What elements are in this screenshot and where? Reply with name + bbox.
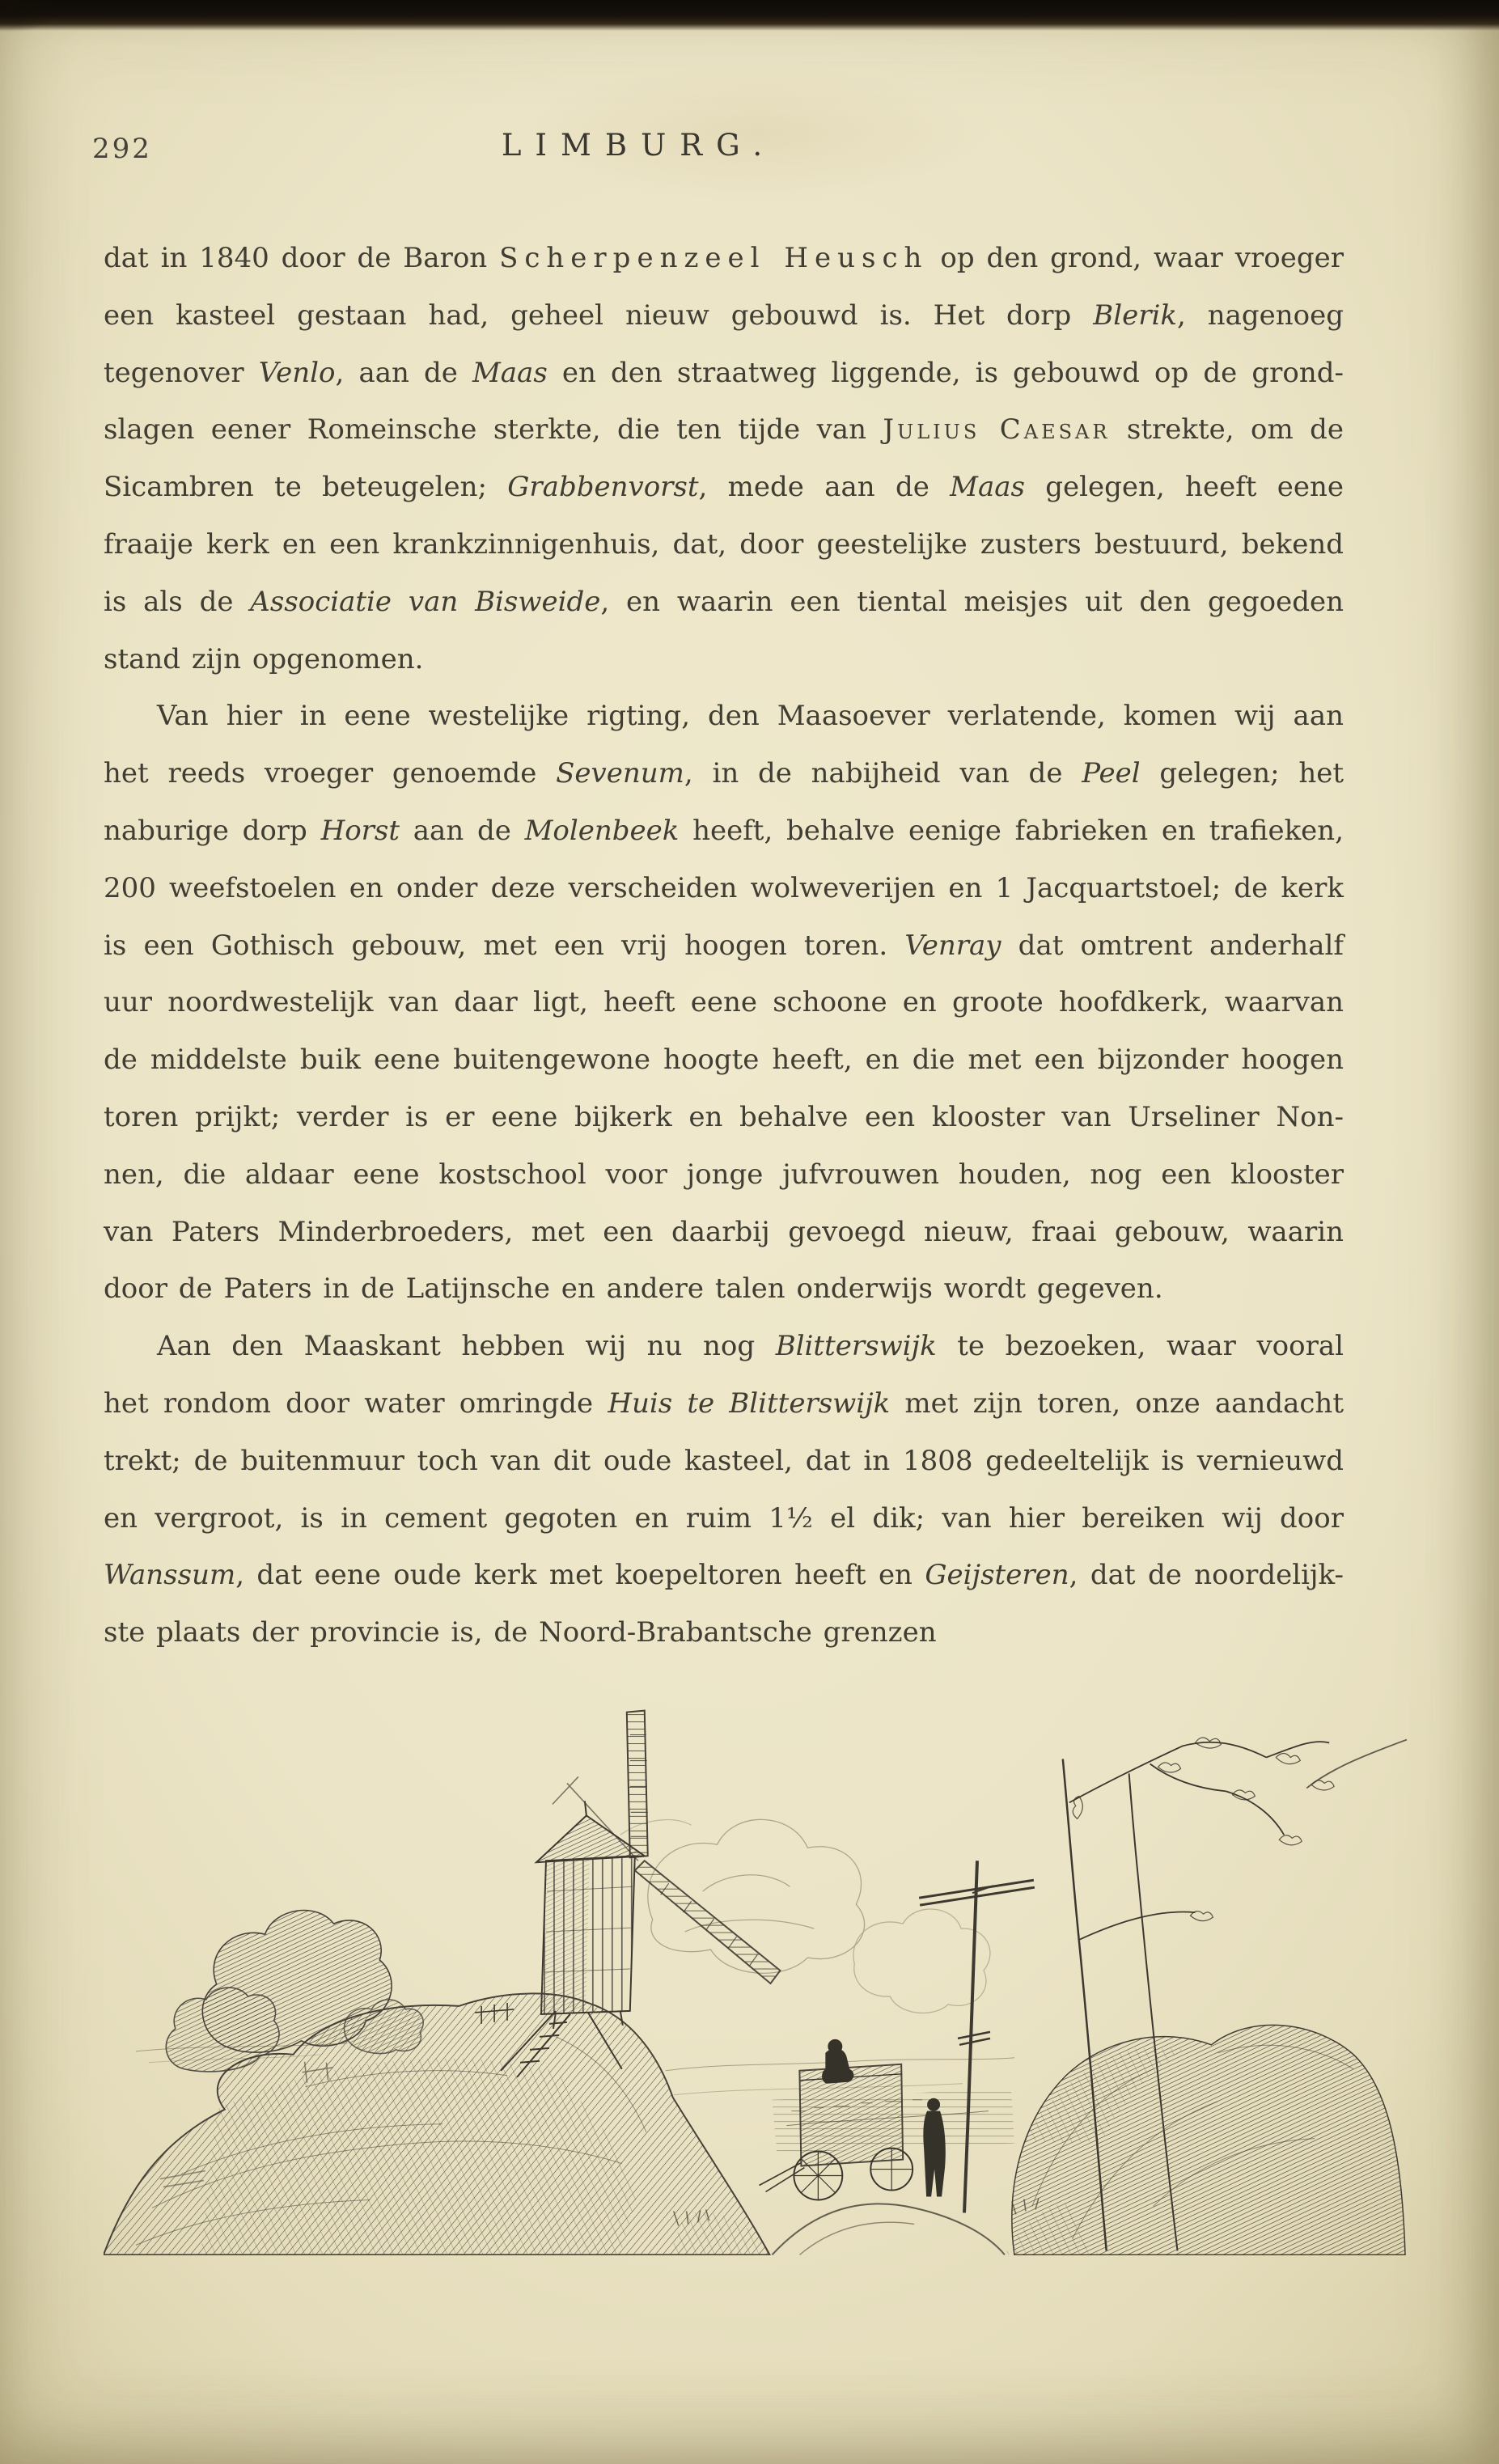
standing-figure xyxy=(923,2111,945,2197)
text-run: en den straatweg liggende, is gebouwd op de grond- xyxy=(547,356,1344,389)
text-line xyxy=(104,1375,1344,1433)
text-run: door de Paters in de Latijnsche en andere talen onderwijs wordt gegeven. xyxy=(104,1272,1163,1306)
emphasized-text: Sevenum xyxy=(556,757,684,790)
text-line xyxy=(104,1031,1344,1089)
text-run: gelegen, heeft eene xyxy=(1024,471,1344,504)
text-line xyxy=(104,1547,1344,1604)
text-line xyxy=(104,401,1344,459)
emphasized-text: Wanssum xyxy=(104,1559,236,1592)
emphasized-text: Peel xyxy=(1082,757,1141,790)
emphasized-text: Blerik xyxy=(1093,298,1177,332)
text-run: gelegen; het xyxy=(1140,757,1344,790)
text-run: Van hier in eene westelijke rigting, den Maasoever verlatende, komen wij aan xyxy=(157,700,1344,733)
text-run: is een Gothisch gebouw, met een vrij hoogen toren. xyxy=(104,929,905,962)
text-line xyxy=(104,345,1344,402)
text-run: Aan den Maaskant hebben wij nu nog xyxy=(157,1330,776,1363)
text-run: Sicambren te beteugelen; xyxy=(104,471,508,504)
text-run: nen, die aldaar eene kostschool voor jonge jufvrouwen houden, nog een klooster xyxy=(104,1158,1344,1191)
emphasized-text: Venray xyxy=(904,929,1001,962)
emphasized-text: Maas xyxy=(472,356,548,389)
text-run: toren prijkt; verder is er eene bijkerk en behalve een klooster van Urseliner Non- xyxy=(104,1100,1344,1133)
scan-edge-top xyxy=(0,0,1499,31)
text-run: is als de xyxy=(104,585,251,618)
text-run: 200 weefstoelen en onder deze verscheiden wolweverijen en 1 Jacquartstoel; de kerk xyxy=(104,871,1344,904)
text-run: op den grond, waar vroeger xyxy=(928,242,1344,274)
text-run: stand zijn opgenomen. xyxy=(104,642,424,675)
emphasized-text: Grabbenvorst xyxy=(507,471,699,504)
text-run: het rondom door water omringde xyxy=(104,1387,608,1420)
text-run: en vergroot, is in cement gegoten en ruim 1½ el dik; van hier bereiken wij door xyxy=(104,1501,1344,1535)
engraving-svg xyxy=(104,1689,1408,2255)
text-line xyxy=(104,1433,1344,1490)
emphasized-text: Associatie van Bisweide xyxy=(250,585,601,618)
emphasized-text: Geijsteren xyxy=(925,1559,1069,1592)
text-line xyxy=(104,1146,1344,1204)
emphasized-text: Molenbeek xyxy=(524,814,680,847)
emphasized-text: Scherpenzeel Heusch xyxy=(499,242,929,274)
text-run: dat in 1840 door de Baron xyxy=(104,242,500,274)
text-run: ste plaats der provincie is, de Noord-Brabantsche grenzen xyxy=(104,1616,937,1649)
text-line xyxy=(104,230,1344,287)
text-run: , in de nabijheid van de xyxy=(684,757,1082,790)
text-line xyxy=(104,516,1344,574)
windmill-sail-vertical xyxy=(627,1711,648,1858)
text-line xyxy=(104,1604,1344,1662)
clouds xyxy=(620,1819,990,2013)
text-run: te bezoeken, waar vooral xyxy=(936,1330,1344,1363)
running-title: LIMBURG. xyxy=(501,128,777,163)
text-run: naburige dorp xyxy=(104,814,321,847)
text-run: aan de xyxy=(400,814,525,847)
driver-figure xyxy=(822,2048,853,2083)
text-run: , aan de xyxy=(335,356,472,389)
text-line xyxy=(104,860,1344,917)
text-line xyxy=(104,745,1344,802)
text-line xyxy=(104,1089,1344,1146)
text-run: de middelste buik eene buitengewone hoogte heeft, en die met een bijzonder hoogen xyxy=(104,1044,1344,1077)
text-run: het reeds vroeger genoemde xyxy=(104,757,557,790)
text-run: , en waarin een tiental meisjes uit den gegoeden xyxy=(600,585,1344,618)
emphasized-text: Blitterswijk xyxy=(775,1330,937,1363)
text-line xyxy=(104,1204,1344,1261)
emphasized-text: Horst xyxy=(320,814,400,847)
page-header xyxy=(92,126,1344,168)
page-number: 292 xyxy=(92,133,152,165)
emphasized-text: Maas xyxy=(950,471,1025,504)
emphasized-text: Venlo xyxy=(258,356,336,389)
body-text xyxy=(104,230,1344,1662)
text-run: een kasteel gestaan had, geheel nieuw gebouwd is. Het dorp xyxy=(104,298,1094,332)
bushes xyxy=(166,1911,423,2072)
text-line xyxy=(104,917,1344,975)
text-line xyxy=(104,688,1344,745)
text-line xyxy=(104,574,1344,631)
text-run: van Paters Minderbroeders, met een daarbij gevoegd nieuw, fraai gebouw, waarin xyxy=(104,1215,1344,1248)
text-run: strekte, om de xyxy=(1110,413,1344,447)
emphasized-text: Huis te Blitterswijk xyxy=(608,1387,891,1420)
windmill-landscape-engraving xyxy=(104,1689,1408,2255)
text-run: met zijn toren, onze aandacht xyxy=(890,1387,1344,1420)
emphasized-text: Julius Caesar xyxy=(883,413,1111,447)
text-line xyxy=(104,1260,1344,1318)
windmill-roof xyxy=(536,1815,645,1862)
windmill-sail-right xyxy=(635,1861,781,1983)
text-run: slagen eener Romeinsche sterkte, die ten tijde van xyxy=(104,413,883,447)
text-run: fraaije kerk en een krankzinnigenhuis, dat, door geestelijke zusters bestuurd, bekend xyxy=(104,527,1344,561)
text-run: tegenover xyxy=(104,356,259,389)
text-line xyxy=(104,1490,1344,1547)
text-run: dat omtrent anderhalf xyxy=(1001,929,1344,962)
text-run: uur noordwestelijk van daar ligt, heeft eene schoone en groote hoofdkerk, waarvan xyxy=(104,986,1344,1019)
text-line xyxy=(104,459,1344,516)
text-line xyxy=(104,1318,1344,1375)
text-line xyxy=(104,287,1344,345)
standing-figure xyxy=(927,2098,940,2111)
text-run: , nagenoeg xyxy=(1176,298,1344,332)
text-line xyxy=(104,631,1344,688)
text-run: , dat de noordelijk- xyxy=(1069,1559,1344,1592)
text-line xyxy=(104,974,1344,1031)
text-run: trekt; de buitenmuur toch van dit oude kasteel, dat in 1808 gedeeltelijk is vernieuwd xyxy=(104,1444,1344,1477)
text-run: , dat eene oude kerk met koepeltoren heeft en xyxy=(235,1559,925,1592)
text-run: , mede aan de xyxy=(698,471,951,504)
text-line xyxy=(104,802,1344,860)
text-run: heeft, behalve eenige fabrieken en trafieken, xyxy=(679,814,1344,847)
leaf-clusters xyxy=(1073,1738,1334,1921)
